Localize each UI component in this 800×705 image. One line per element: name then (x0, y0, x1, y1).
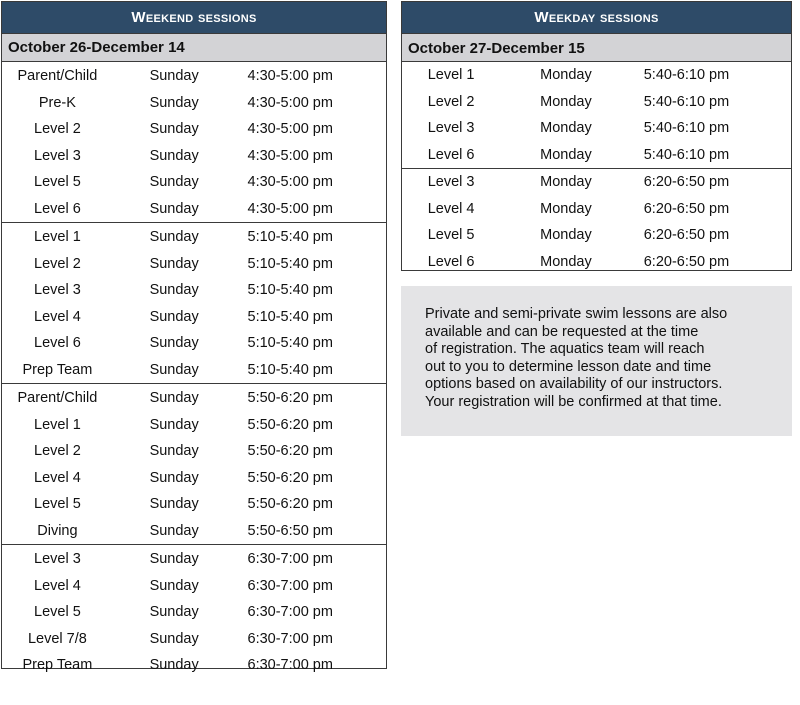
table-row (402, 62, 791, 89)
class-day-cell: Sunday (149, 390, 199, 406)
class-time-cell: 4:30-5:00 pm (247, 200, 333, 217)
class-time-cell: 5:50-6:20 pm (247, 469, 333, 486)
class-day-cell: Monday (540, 253, 592, 270)
table-row (2, 491, 386, 518)
class-time-cell: 5:10-5:40 pm (247, 282, 333, 298)
table-row (2, 357, 386, 384)
class-level-cell: Level 2 (34, 443, 81, 459)
class-day-cell: Sunday (149, 443, 199, 459)
table-row (2, 518, 386, 545)
class-level-cell: Level 2 (427, 93, 475, 110)
class-day-cell: Sunday (149, 522, 199, 539)
class-time-cell: 6:20-6:50 pm (643, 174, 730, 190)
class-level-cell: Level 2 (34, 255, 81, 272)
table-row (2, 63, 386, 90)
table-row (2, 652, 386, 679)
class-time-cell: 6:30-7:00 pm (247, 630, 333, 647)
class-level-cell: Level 3 (427, 174, 475, 190)
class-day-cell: Monday (540, 93, 592, 110)
table-row (402, 89, 791, 116)
weekend-session-groups (2, 62, 386, 679)
class-day-cell: Sunday (149, 657, 199, 673)
class-level-cell: Level 3 (34, 551, 81, 567)
class-level-cell: Level 2 (34, 121, 81, 137)
table-row (402, 196, 791, 223)
class-time-cell: 6:20-6:50 pm (643, 227, 730, 243)
class-time-cell: 6:30-7:00 pm (247, 657, 333, 673)
class-day-cell: Monday (540, 227, 592, 243)
class-time-cell: 5:10-5:40 pm (247, 308, 333, 325)
class-level-cell: Level 6 (427, 146, 475, 163)
class-day-cell: Sunday (149, 282, 199, 298)
class-day-cell: Sunday (149, 335, 199, 351)
class-time-cell: 5:50-6:20 pm (247, 416, 333, 433)
class-time-cell: 4:30-5:00 pm (247, 121, 333, 137)
time-slot-group (402, 62, 791, 169)
time-slot-group (2, 223, 386, 384)
class-day-cell: Monday (540, 200, 592, 217)
class-level-cell: Level 6 (34, 200, 81, 217)
class-day-cell: Monday (540, 174, 592, 190)
class-day-cell: Sunday (149, 147, 199, 164)
class-time-cell: 5:40-6:10 pm (643, 120, 730, 136)
table-row (2, 196, 386, 223)
class-time-cell: 6:30-7:00 pm (247, 577, 333, 594)
class-time-cell: 5:50-6:20 pm (247, 443, 333, 459)
class-day-cell: Monday (540, 146, 592, 163)
class-day-cell: Sunday (149, 255, 199, 272)
table-row (2, 626, 386, 653)
class-day-cell: Monday (540, 120, 592, 136)
table-row (2, 169, 386, 196)
class-level-cell: Level 1 (427, 67, 475, 83)
class-level-cell: Level 5 (34, 496, 81, 512)
class-time-cell: 4:30-5:00 pm (247, 147, 333, 164)
class-day-cell: Sunday (149, 630, 199, 647)
class-level-cell: Level 3 (34, 282, 81, 298)
class-day-cell: Sunday (149, 200, 199, 217)
class-time-cell: 4:30-5:00 pm (247, 68, 333, 84)
table-row (2, 224, 386, 251)
time-slot-group (2, 545, 386, 679)
table-row (2, 116, 386, 143)
class-level-cell: Level 3 (427, 120, 475, 136)
note-line: Private and semi-private swim lessons are also (425, 306, 728, 322)
class-level-cell: Level 4 (34, 469, 81, 486)
class-level-cell: Prep Team (22, 657, 93, 673)
class-time-cell: 6:30-7:00 pm (247, 604, 333, 620)
weekend-sessions-table (1, 1, 387, 673)
time-slot-group (2, 62, 386, 223)
class-time-cell: 4:30-5:00 pm (247, 94, 333, 111)
table-row (2, 385, 386, 412)
class-level-cell: Level 1 (34, 416, 81, 433)
note-line: available and can be requested at the time (425, 323, 699, 340)
table-row (2, 546, 386, 573)
class-day-cell: Sunday (149, 496, 199, 512)
note-line: of registration. The aquatics team will reach (425, 341, 705, 358)
table-row (402, 222, 791, 249)
class-level-cell: Parent/Child (17, 390, 98, 406)
weekday-sessions-title: Weekday sessions (402, 2, 791, 33)
table-row (2, 412, 386, 439)
class-time-cell: 5:40-6:10 pm (643, 146, 730, 163)
private-lessons-note (401, 286, 792, 436)
table-row (402, 169, 791, 196)
table-row (402, 249, 791, 276)
class-time-cell: 6:20-6:50 pm (643, 200, 730, 217)
class-level-cell: Level 7/8 (27, 630, 87, 647)
note-line: options based on availability of our instructors. (425, 376, 723, 393)
class-level-cell: Level 5 (34, 174, 81, 190)
table-row (402, 142, 791, 169)
class-level-cell: Level 6 (427, 253, 475, 270)
class-level-cell: Diving (37, 522, 78, 539)
table-row (2, 573, 386, 600)
note-line: Your registration will be confirmed at that time. (425, 393, 722, 410)
class-time-cell: 6:20-6:50 pm (643, 253, 730, 270)
class-level-cell: Parent/Child (17, 68, 98, 84)
table-row (2, 90, 386, 117)
table-row (2, 438, 386, 465)
class-day-cell: Sunday (149, 229, 199, 245)
class-level-cell: Level 6 (34, 335, 81, 351)
table-row (402, 115, 791, 142)
class-day-cell: Sunday (149, 577, 199, 594)
class-level-cell: Level 5 (34, 604, 81, 620)
class-time-cell: 5:50-6:50 pm (247, 522, 333, 539)
class-time-cell: 5:40-6:10 pm (643, 93, 730, 110)
class-time-cell: 5:10-5:40 pm (247, 255, 333, 272)
class-level-cell: Level 4 (427, 200, 475, 217)
class-day-cell: Sunday (149, 416, 199, 433)
table-row (2, 330, 386, 357)
weekend-date-range: October 26-December 14 (2, 33, 386, 62)
class-day-cell: Sunday (149, 121, 199, 137)
class-level-cell: Level 1 (34, 229, 81, 245)
weekend-sessions-title: Weekend sessions (2, 2, 386, 33)
class-level-cell: Level 4 (34, 308, 81, 325)
weekday-sessions-table (401, 1, 792, 271)
note-line: out to you to determine lesson date and time (425, 358, 712, 375)
class-level-cell: Prep Team (22, 361, 93, 378)
class-time-cell: 5:10-5:40 pm (247, 335, 333, 351)
table-row (2, 277, 386, 304)
table-row (2, 304, 386, 331)
class-day-cell: Sunday (149, 94, 199, 111)
class-day-cell: Sunday (149, 68, 199, 84)
class-day-cell: Sunday (149, 174, 199, 190)
class-time-cell: 5:10-5:40 pm (247, 229, 333, 245)
class-level-cell: Level 4 (34, 577, 81, 594)
class-level-cell: Pre-K (38, 94, 76, 111)
time-slot-group (402, 169, 791, 275)
time-slot-group (2, 384, 386, 545)
class-time-cell: 5:50-6:20 pm (247, 496, 333, 512)
table-row (2, 465, 386, 492)
class-day-cell: Sunday (149, 551, 199, 567)
class-time-cell: 5:10-5:40 pm (247, 361, 333, 378)
class-level-cell: Level 3 (34, 147, 81, 164)
table-row (2, 251, 386, 278)
class-time-cell: 6:30-7:00 pm (247, 551, 333, 567)
weekday-date-range: October 27-December 15 (402, 33, 791, 62)
table-row (2, 599, 386, 626)
class-day-cell: Sunday (149, 308, 199, 325)
class-time-cell: 5:40-6:10 pm (643, 67, 730, 83)
weekday-session-groups (402, 62, 791, 275)
class-time-cell: 4:30-5:00 pm (247, 174, 333, 190)
class-day-cell: Sunday (149, 604, 199, 620)
class-time-cell: 5:50-6:20 pm (247, 390, 333, 406)
class-day-cell: Sunday (149, 469, 199, 486)
class-day-cell: Monday (540, 67, 592, 83)
class-day-cell: Sunday (149, 361, 199, 378)
table-row (2, 143, 386, 170)
class-level-cell: Level 5 (427, 227, 475, 243)
